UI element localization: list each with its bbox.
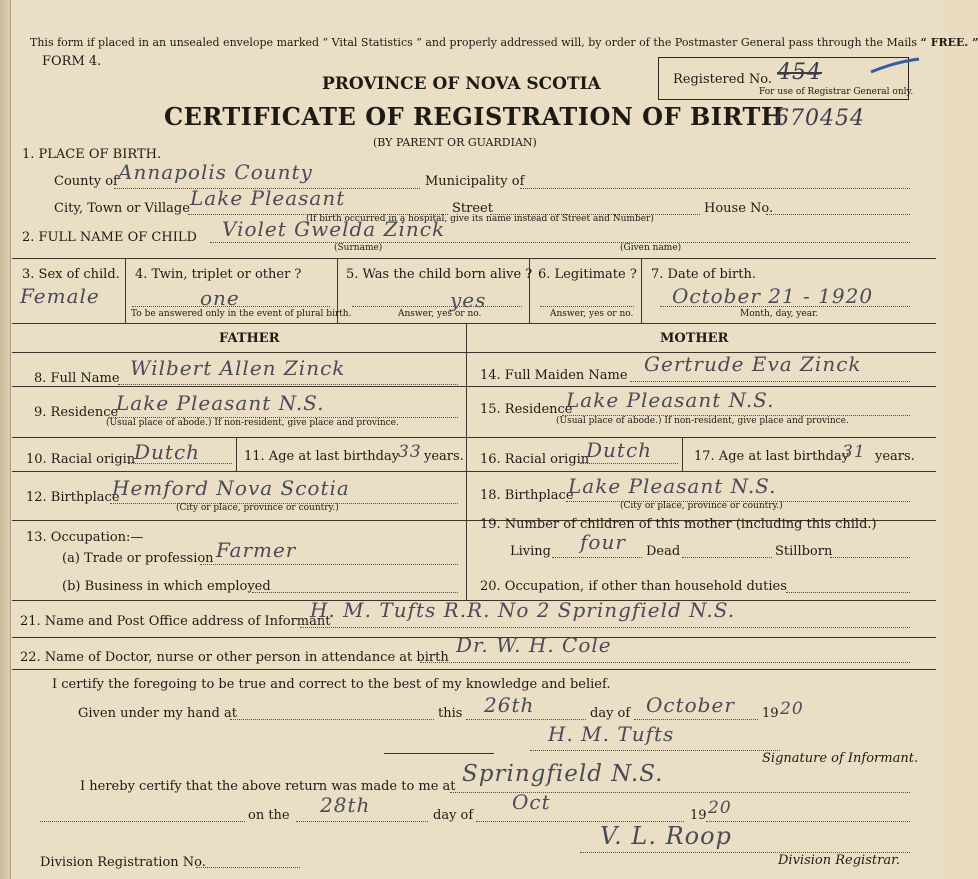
twin-note: To be answered only in the event of plural birth. [131,309,352,319]
division-registration-line [196,867,300,868]
registrar-month: Oct [512,790,551,814]
certify-year: 20 [780,699,804,719]
doctor-line [420,662,910,663]
rule [12,386,936,387]
place-of-birth-label: 1. PLACE OF BIRTH. [22,147,162,162]
registrar-text: I hereby certify that the above return was made to me at [80,779,456,794]
mother-occupation-label: 20. Occupation, if other than household duties [480,579,787,594]
mother-residence-label: 15. Residence [480,402,573,417]
given-label: Given under my hand at [78,706,237,721]
certify-year-prefix: 19 [762,706,779,721]
given-line [230,719,434,720]
twin-value: one [200,286,240,310]
dead-line [682,557,772,558]
municipality-line [520,188,910,189]
father-name-line [118,384,458,385]
county-value: Annapolis County [118,160,313,184]
father-residence-note: (Usual place of abode.) If non-resident, give place and province. [106,418,399,428]
rule [682,437,683,471]
house-label: House No. [704,201,774,216]
street-label: Street [452,201,493,216]
postal-notice-text: This form if placed in an unsealed envelope marked “ Vital Statistics ” and properly addressed will, by order of the Postmaster General pass through the Mails [30,36,918,49]
county-label: County of [54,174,118,189]
father-age-label: 11. Age at last birthday [244,449,400,464]
father-birthplace-label: 12. Birthplace [26,490,120,505]
registrar-lead-line [40,821,245,822]
registrar-year-line [706,821,910,822]
registrar-year: 20 [708,798,732,818]
mother-name-value: Gertrude Eva Zinck [644,352,862,376]
certificate-title: CERTIFICATE OF REGISTRATION OF BIRTH [164,102,785,131]
certify-month-line [634,719,758,720]
father-name-label: 8. Full Name [34,371,120,386]
division-registrar-label: Division Registrar. [778,853,900,868]
doctor-value: Dr. W. H. Cole [456,633,612,657]
certify-dayof-label: day of [590,706,631,721]
father-residence-value: Lake Pleasant N.S. [116,391,325,415]
dob-line [660,306,910,307]
city-value: Lake Pleasant [190,186,346,210]
father-age-value: 33 [398,442,422,462]
doctor-label: 22. Name of Doctor, nurse or other person in attendance at birth [20,650,449,665]
dob-label: 7. Date of birth. [651,267,756,282]
form-number: FORM 4. [42,54,102,69]
mother-age-value: 31 [842,442,866,462]
mother-birthplace-note: (City or place, province or country.) [620,501,783,511]
legitimate-line [540,306,634,307]
children-label: 19. Number of children of this mother (including this child.) [480,517,877,532]
father-racial-value: Dutch [134,440,201,464]
province-heading: PROVINCE OF NOVA SCOTIA [322,74,601,94]
signature-line [530,750,780,751]
this-label: this [438,706,463,721]
divider [384,753,494,754]
child-name-label: 2. FULL NAME OF CHILD [22,230,197,245]
sex-label: 3. Sex of child. [22,267,120,282]
stillborn-label: Stillborn [775,544,833,559]
municipality-label: Municipality of [425,174,525,189]
alive-label: 5. Was the child born alive ? [346,267,533,282]
postal-notice [30,36,978,49]
city-label: City, Town or Village [54,201,190,216]
page-edge [0,0,11,879]
father-racial-label: 10. Racial origin [26,452,136,467]
mother-racial-value: Dutch [586,438,653,462]
twin-line [132,306,330,307]
house-line [766,214,910,215]
mother-birthplace-label: 18. Birthplace [480,488,574,503]
father-racial-line [128,463,232,464]
rule [12,323,936,324]
alive-line [352,306,522,307]
registrar-year-prefix: 19 [690,808,707,823]
certify-day-line [466,719,586,720]
division-registration-label: Division Registration No. [40,855,206,870]
alive-value: yes [450,288,487,312]
dob-value: October 21 - 1920 [672,284,874,308]
blue-pen-mark [865,56,925,78]
mother-racial-label: 16. Racial origin [480,452,590,467]
child-name-value: Violet Gwelda Zinck [222,217,446,241]
business-line [252,592,458,593]
alive-note: Answer, yes or no. [398,309,482,319]
registered-value: 454 [777,60,822,85]
rule [466,323,467,600]
registrar-signature: V. L. Roop [600,822,732,850]
registered-note: For use of Registrar General only. [759,87,914,97]
mother-name-line [630,381,910,382]
surname-label: (Surname) [334,243,383,253]
living-line [552,557,642,558]
living-value: four [580,530,626,554]
father-heading: FATHER [219,331,280,346]
signature-label: Signature of Informant. [762,751,919,766]
legitimate-label: 6. Legitimate ? [538,267,637,282]
mother-residence-note: (Usual place of abode.) If non-resident, give place and province. [556,416,849,426]
rule [12,437,936,438]
living-label: Living [510,544,551,559]
dead-label: Dead [646,544,681,559]
father-occupation-label: 13. Occupation:— [26,530,144,545]
hospital-note: (If birth occurred in a hospital, give its name instead of Street and Number) [306,214,654,224]
mother-name-label: 14. Full Maiden Name [480,368,628,383]
rule [12,258,936,259]
on-the-label: on the [248,808,290,823]
legitimate-note: Answer, yes or no. [550,309,634,319]
certify-day: 26th [484,693,535,717]
dob-note: Month, day, year. [740,309,819,319]
rule [641,258,642,323]
certificate-subtitle: (BY PARENT OR GUARDIAN) [373,136,537,149]
mother-heading: MOTHER [660,331,729,346]
business-label: (b) Business in which employed [62,579,271,594]
registration-stamp: 670454 [775,106,865,131]
trade-line [200,564,458,565]
informant-value: H. M. Tufts R.R. No 2 Springfield N.S. [310,598,736,622]
registrar-day-line [296,821,428,822]
father-years-label: years. [424,449,464,464]
father-residence-label: 9. Residence [34,405,119,420]
rule [236,437,237,471]
father-birthplace-note: (City or place, province or country.) [176,503,339,513]
trade-value: Farmer [216,538,297,562]
stillborn-line [830,557,910,558]
informant-label: 21. Name and Post Office address of Informant [20,614,331,629]
mother-age-label: 17. Age at last birthday [694,449,850,464]
registrar-place: Springfield N.S. [462,761,664,787]
rule [125,258,126,323]
mother-residence-value: Lake Pleasant N.S. [566,388,775,412]
sex-value: Female [20,284,100,308]
father-birthplace-value: Hemford Nova Scotia [112,476,350,500]
informant-line [300,627,910,628]
certify-month: October [646,693,735,717]
certify-text: I certify the foregoing to be true and correct to the best of my knowledge and belief. [52,677,611,692]
registrar-dayof-label: day of [433,808,474,823]
registrar-day: 28th [320,793,371,817]
rule [12,471,936,472]
free-label: “ FREE. ” [920,36,978,49]
child-name-line [210,242,910,243]
trade-label: (a) Trade or profession [62,551,214,566]
father-name-value: Wilbert Allen Zinck [130,356,346,380]
informant-signature: H. M. Tufts [548,722,675,746]
twin-label: 4. Twin, triplet or other ? [135,267,302,282]
given-name-label: (Given name) [620,243,682,253]
registered-label: Registered No. [673,72,773,87]
mother-racial-line [580,463,678,464]
rule [12,669,936,670]
mother-occupation-line [786,592,910,593]
mother-years-label: years. [875,449,915,464]
mother-birthplace-value: Lake Pleasant N.S. [568,474,777,498]
